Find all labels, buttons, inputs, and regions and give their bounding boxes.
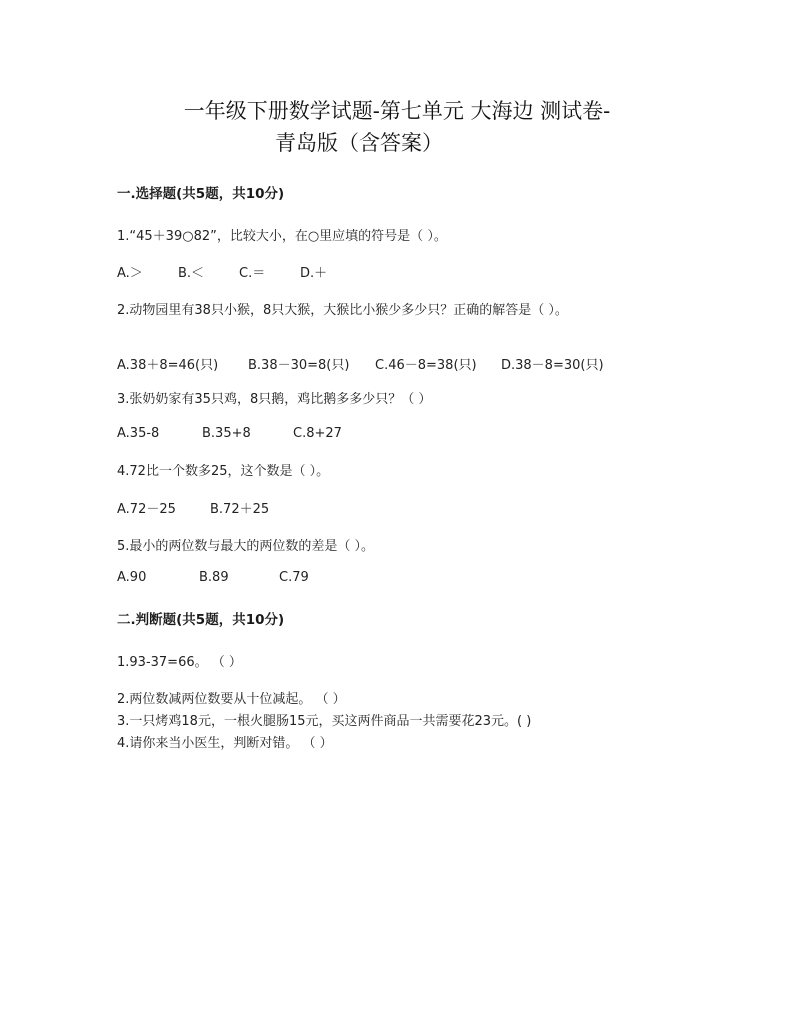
option-a: A.35-8 [117,426,160,441]
question-1: 1.“45＋39○82”，比较大小，在○里应填的符号是（ ）。 [117,229,447,244]
option-b: B.35+8 [202,426,251,441]
option-c: C.＝ [239,266,266,281]
option-c: C.8+27 [293,426,342,441]
option-b: B.72＋25 [210,502,270,517]
option-a: A.＞ [117,266,143,281]
option-b: B.＜ [178,266,205,281]
judgement-question-1: 1.93-37=66。 （ ） [117,655,242,670]
section-heading-choice: 一.选择题(共5题，共10分) [117,186,285,202]
option-b: B.38－30=8(只) [248,358,350,373]
document-title-line1: 一年级下册数学试题-第七单元 大海边 测试卷- [183,99,611,123]
option-d: D.38－8=30(只) [501,358,604,373]
question-3: 3.张奶奶家有35只鸡，8只鹅，鸡比鹅多多少只？（ ） [117,392,432,407]
section-heading-judgement: 二.判断题(共5题，共10分) [117,612,285,628]
option-c: C.46－8=38(只) [375,358,477,373]
option-b: B.89 [199,570,229,585]
option-c: C.79 [279,570,309,585]
judgement-question-4: 4.请你来当小医生，判断对错。 （ ） [117,736,333,751]
option-a: A.90 [117,570,147,585]
question-2: 2.动物园里有38只小猴，8只大猴，大猴比小猴少多少只？正确的解答是（ ）。 [117,303,568,318]
question-4: 4.72比一个数多25，这个数是（ ）。 [117,464,330,479]
document-title-line2: 青岛版（含答案） [275,131,443,155]
judgement-question-3: 3.一只烤鸡18元，一根火腿肠15元，买这两件商品一共需要花23元。( ) [117,714,532,729]
option-a: A.72－25 [117,502,176,517]
question-5: 5.最小的两位数与最大的两位数的差是（ ）。 [117,539,375,554]
judgement-question-2: 2.两位数减两位数要从十位减起。 （ ） [117,692,346,707]
option-a: A.38＋8=46(只) [117,358,219,373]
option-d: D.＋ [300,266,328,281]
